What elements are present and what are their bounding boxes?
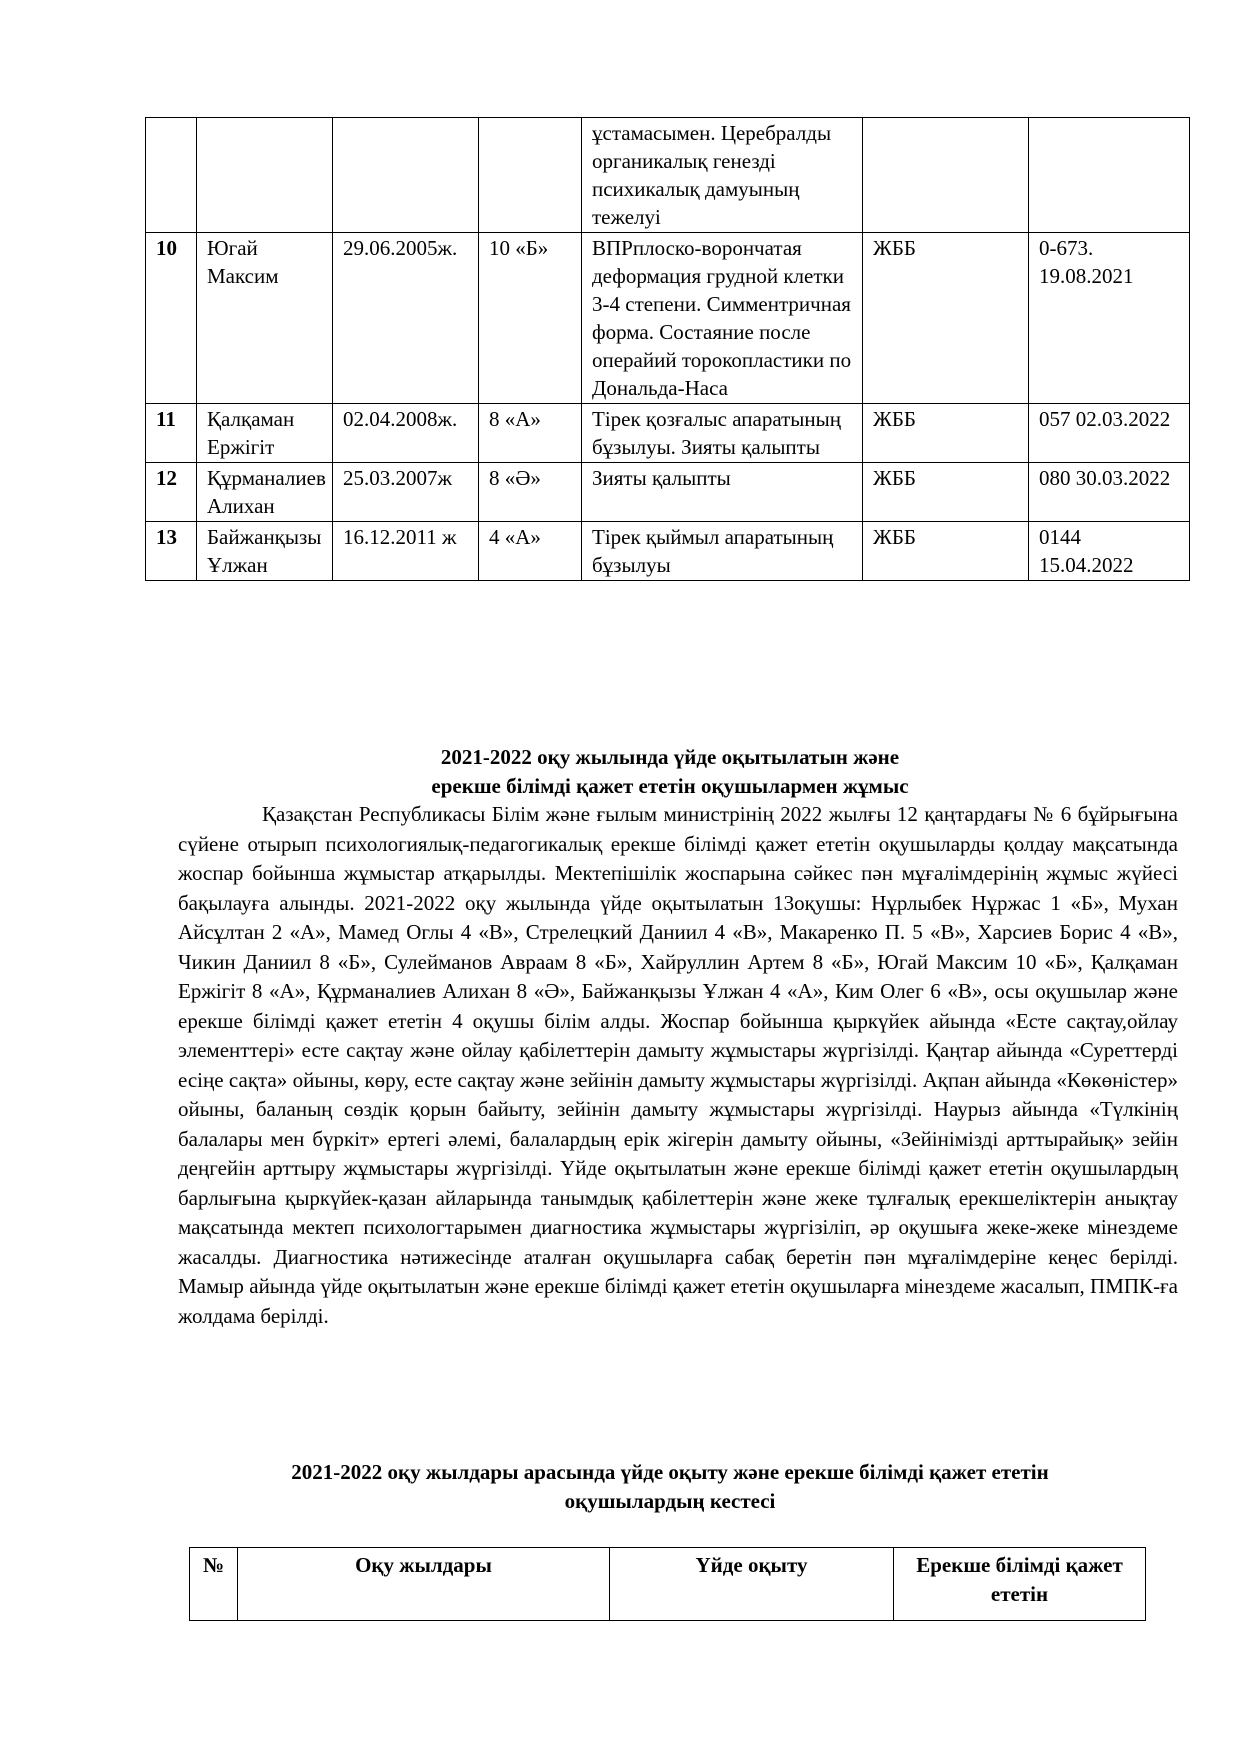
cell-birth-date: 16.12.2011 ж [333,522,479,581]
cell-birth-date: 25.03.2007ж [333,463,479,522]
cell-program-type: ЖББ [863,404,1029,463]
cell-name: Қалқаман Ержігіт [197,404,333,463]
section-heading-line2: ерекше білімді қажет ететін оқушылармен жұмыс [431,774,909,798]
cell-grade: 10 «Б» [479,233,582,404]
cell-diagnosis: Зияты қалыпты [582,463,863,522]
table-heading [170,1458,1170,1516]
table-heading-line2: оқушылардың кестесі [564,1489,776,1513]
cell-document: 080 30.03.2022 [1029,463,1190,522]
cell-number [146,118,197,233]
cell-diagnosis: ВПРплоско-ворончатая деформация грудной клетки 3-4 степени. Симментричная форма. Состаяние после операйий торокопластики по Дональда-Наса [582,233,863,404]
cell-birth-date [333,118,479,233]
cell-name: Құрманалиев Алихан [197,463,333,522]
table-row [146,118,1190,233]
cell-diagnosis: Тірек қыймыл апаратының бұзылуы [582,522,863,581]
cell-number: 10 [146,233,197,404]
cell-document: 0-673. 19.08.2021 [1029,233,1190,404]
summary-table [189,1547,1146,1621]
students-table [145,117,1190,581]
header-number: № [190,1548,238,1621]
cell-document: 057 02.03.2022 [1029,404,1190,463]
cell-birth-date: 02.04.2008ж. [333,404,479,463]
cell-name [197,118,333,233]
body-paragraph: Қазақстан Республикасы Білім және ғылым министрінің 2022 жылғы 12 қаңтардағы № 6 бұйрығына сүйене отырып психологиялық-педагогикалық ерекше білімді қажет ететін оқушыларды қолдау мақсатында жоспар бойынша жұмыстар атқарылды. Мектепішілік жоспарына сәйкес пән мұғалімдерінің жұмыс жүйесі бақылауға алынды. 2021-2022 оқу жылында үйде оқытылатын 13оқушы: Нұрлыбек Нұржас 1 «Б», Мухан Айсұлтан 2 «А», Мамед Оглы 4 «В», Стрелецкий Даниил 4 «В», Макаренко П. 5 «В», Харсиев Борис 4 «В», Чикин Даниил 8 «Б», Сулейманов Авраам 8 «Б», Хайруллин Артем 8 «Б», Югай Максим 10 «Б», Қалқаман Ержігіт 8 «А», Құрманалиев Алихан 8 «Ә», Байжанқызы Ұлжан 4 «А», Ким Олег 6 «В», осы оқушылар және ерекше білімді қажет ететін 4 оқушы білім алды. Жоспар бойынша қыркүйек айында «Есте сақтау,ойлау элементтері» есте сақтау және ойлау қабілеттерін дамыту жұмыстары жүргізілді. Қаңтар айында «Суреттерді есіңе сақта» ойыны, көру, есте сақтау және зейінін дамыту жұмыстары жүргізілді. Ақпан айында «Көкөністер» ойыны, баланың сөздік қорын байыту, зейінін дамыту жұмыстары жүргізілді. Наурыз айында «Түлкінің балалары мен бүркіт» ертегі әлемі, балалардың ерік жігерін дамыту ойыны, «Зейінімізді арттырайық» зейін деңгейін арттыру жұмыстары жүргізілді. Үйде оқытылатын және ерекше білімді қажет ететін оқушылардың барлығына қыркүйек-қазан айларында танымдық қабілеттерін және жеке тұлғалық ерекшеліктерін анықтау мақсатында мектеп психологтарымен диагностика жұмыстары жүргізіліп, әр оқушыға жеке-жеке мінездеме жасалды. Диагностика нәтижесінде аталған оқушыларға сабақ беретін пән мұғалімдеріне кеңес берілді. Мамыр айында үйде оқытылатын және ерекше білімді қажет ететін оқушыларға мінездеме жасалып, ПМПК-ға жолдама берілді. [178,802,1178,1328]
section-heading-line1: 2021-2022 оқу жылында үйде оқытылатын және [440,745,900,769]
cell-diagnosis: Тірек қозғалыс апаратының бұзылуы. Зияты қалыпты [582,404,863,463]
cell-document [1029,118,1190,233]
table-row [146,463,1190,522]
summary-table-header-row [190,1548,1146,1621]
table-row [146,233,1190,404]
cell-document: 0144 15.04.2022 [1029,522,1190,581]
cell-program-type: ЖББ [863,522,1029,581]
cell-grade: 8 «А» [479,404,582,463]
cell-grade: 8 «Ә» [479,463,582,522]
header-home-schooling: Үйде оқыту [610,1548,894,1621]
cell-grade: 4 «А» [479,522,582,581]
section-heading [170,743,1170,801]
table-row [146,522,1190,581]
table-row [146,404,1190,463]
cell-program-type [863,118,1029,233]
table-heading-line1: 2021-2022 оқу жылдары арасында үйде оқыту және ерекше білімді қажет ететін [291,1460,1049,1484]
cell-name: Югай Максим [197,233,333,404]
header-special-needs: Ерекше білімді қажет ететін [894,1548,1146,1621]
cell-grade [479,118,582,233]
cell-number: 13 [146,522,197,581]
cell-program-type: ЖББ [863,233,1029,404]
cell-name: Байжанқызы Ұлжан [197,522,333,581]
cell-program-type: ЖББ [863,463,1029,522]
header-study-years: Оқу жылдары [238,1548,610,1621]
cell-number: 12 [146,463,197,522]
cell-number: 11 [146,404,197,463]
cell-diagnosis: ұстамасымен. Церебралды органикалық генезді психикалық дамуының тежелуі [582,118,863,233]
cell-birth-date: 29.06.2005ж. [333,233,479,404]
